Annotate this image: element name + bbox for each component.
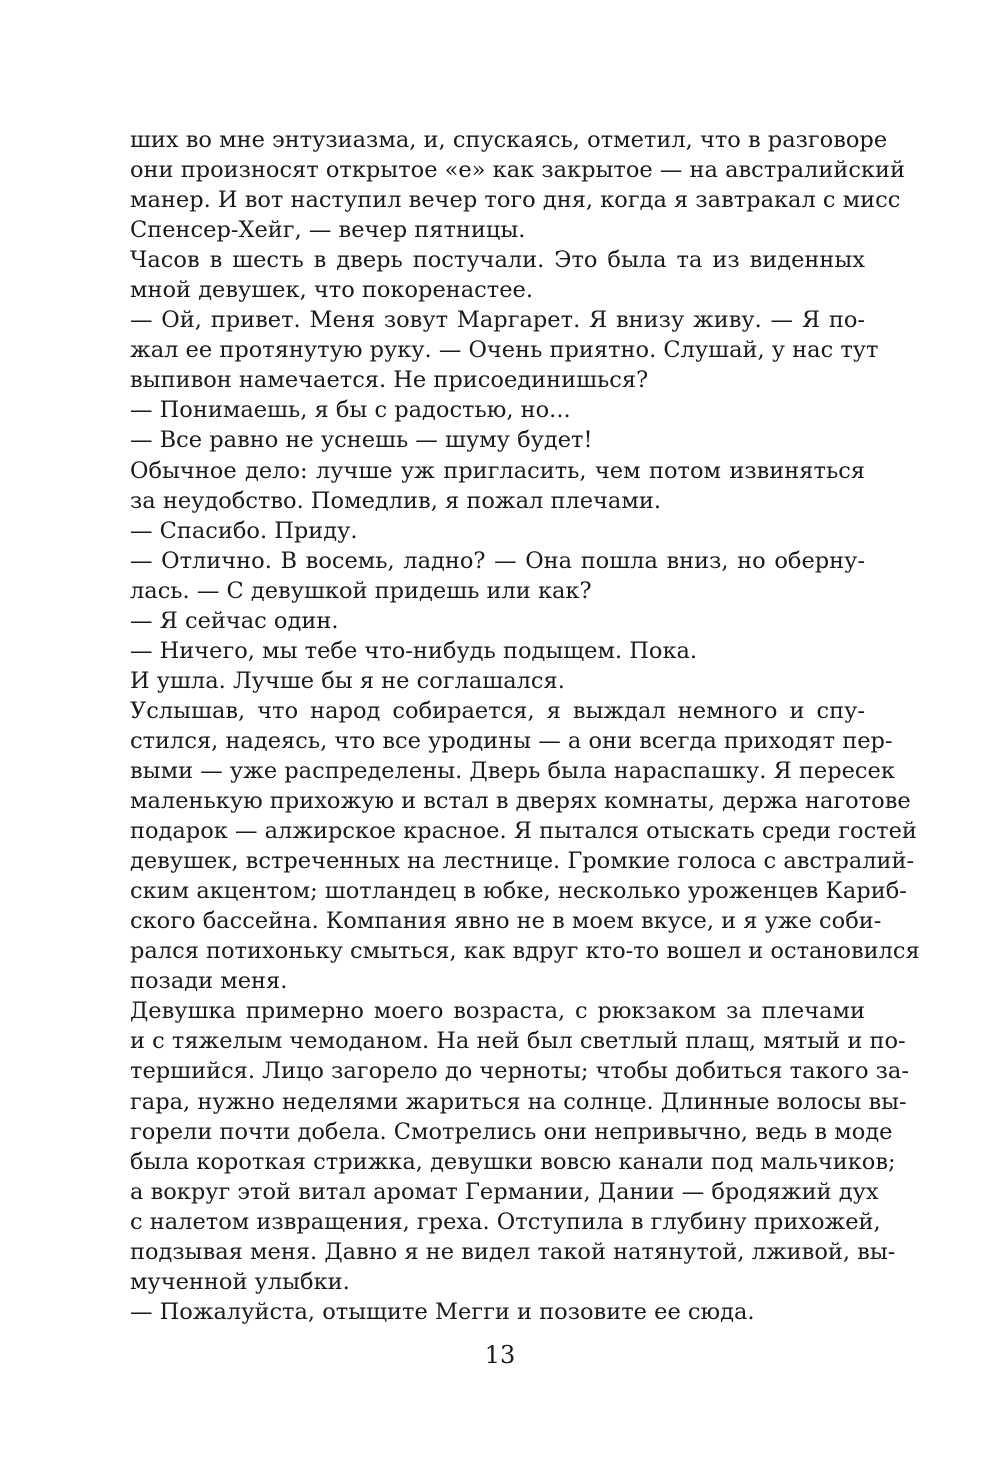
text-line: — Пожалуйста, отыщите Мегги и позовите ее сюда. [130,1298,755,1325]
text-line: манер. И вот наступил вечер того дня, когда я завтракал с мисс [130,187,901,214]
text-line: подарок — алжирское красное. Я пытался отыскать среди гостей [130,818,917,845]
page-number: 13 [484,1341,516,1369]
text-line: маленькую прихожую и встал в дверях комнаты, держа наготове [130,788,911,815]
text-line: рался потихоньку смыться, как вдруг кто-то вошел и остановился [130,938,920,965]
text-line: — Ничего, мы тебе что-нибудь подыщем. Пока. [130,637,698,664]
text-line: а вокруг этой витал аромат Германии, Дании — бродяжий дух [130,1178,879,1205]
text-line: ским акцентом; шотландец в юбке, несколько уроженцев Кариб- [130,878,907,905]
text-line: Часов в шесть в дверь постучали. Это была та из виденных [130,247,865,274]
text-line: — Понимаешь, я бы с радостью, но... [130,397,571,424]
text-line: гара, нужно неделями жариться на солнце. Длинные волосы вы- [130,1088,907,1115]
text-line: лась. — С девушкой придешь или как? [130,577,592,604]
text-line: Услышав, что народ собирается, я выждал немного и спу- [130,697,865,724]
text-line: — Спасибо. Приду. [130,517,358,544]
text-line: стился, надеясь, что все уродины — а они всегда приходят пер- [130,727,893,754]
text-line: мной девушек, что покоренастее. [130,277,534,304]
text-line: — Все равно не уснешь — шуму будет! [130,427,593,454]
text-line: — Я сейчас один. [130,607,339,634]
text-line: за неудобство. Помедлив, я пожал плечами. [130,487,661,514]
text-line: они произносят открытое «е» как закрытое — на австралийский [130,157,905,184]
text-line: девушек, встреченных на лестнице. Громкие голоса с австралий- [130,848,915,875]
text-line: выми — уже распределены. Дверь была нараспашку. Я пересек [130,757,895,784]
text-line: — Ой, привет. Меня зовут Маргарет. Я внизу живу. — Я по- [130,307,865,334]
text-line: ших во мне энтузиазма, и, спускаясь, отметил, что в разговоре [130,127,888,153]
text-line: Девушка примерно моего возраста, с рюкзаком за плечами [130,998,865,1025]
text-line: подзывая меня. Давно я не видел такой натянутой, лживой, вы- [130,1238,896,1265]
text-line: тершийся. Лицо загорело до черноты; чтобы добиться такого за- [130,1058,909,1085]
text-line: была короткая стрижка, девушки вовсю канали под мальчиков; [130,1148,896,1175]
text-line: горели почти добела. Смотрелись они непривычно, ведь в моде [130,1118,893,1145]
text-line: позади меня. [130,968,288,995]
text-line: Обычное дело: лучше уж пригласить, чем потом извиняться [130,457,865,484]
text-line: Спенсер-Хейг, — вечер пятницы. [130,217,526,244]
text-line: выпивон намечается. Не присоединишься? [130,367,649,394]
text-line: жал ее протянутую руку. — Очень приятно. Слушай, у нас тут [130,337,879,364]
text-line: и с тяжелым чемоданом. На ней был светлый плащ, мятый и по- [130,1028,906,1055]
text-line: с налетом извращения, греха. Отступила в глубину прихожей, [130,1208,881,1235]
text-line: И ушла. Лучше бы я не соглашался. [130,667,565,694]
text-line: мученной улыбки. [130,1268,350,1295]
body-text [130,125,920,1327]
text-line: ского бассейна. Компания явно не в моем вкусе, и я уже соби- [130,908,882,935]
text-line: — Отлично. В восемь, ладно? — Она пошла вниз, но оберну- [130,547,865,574]
